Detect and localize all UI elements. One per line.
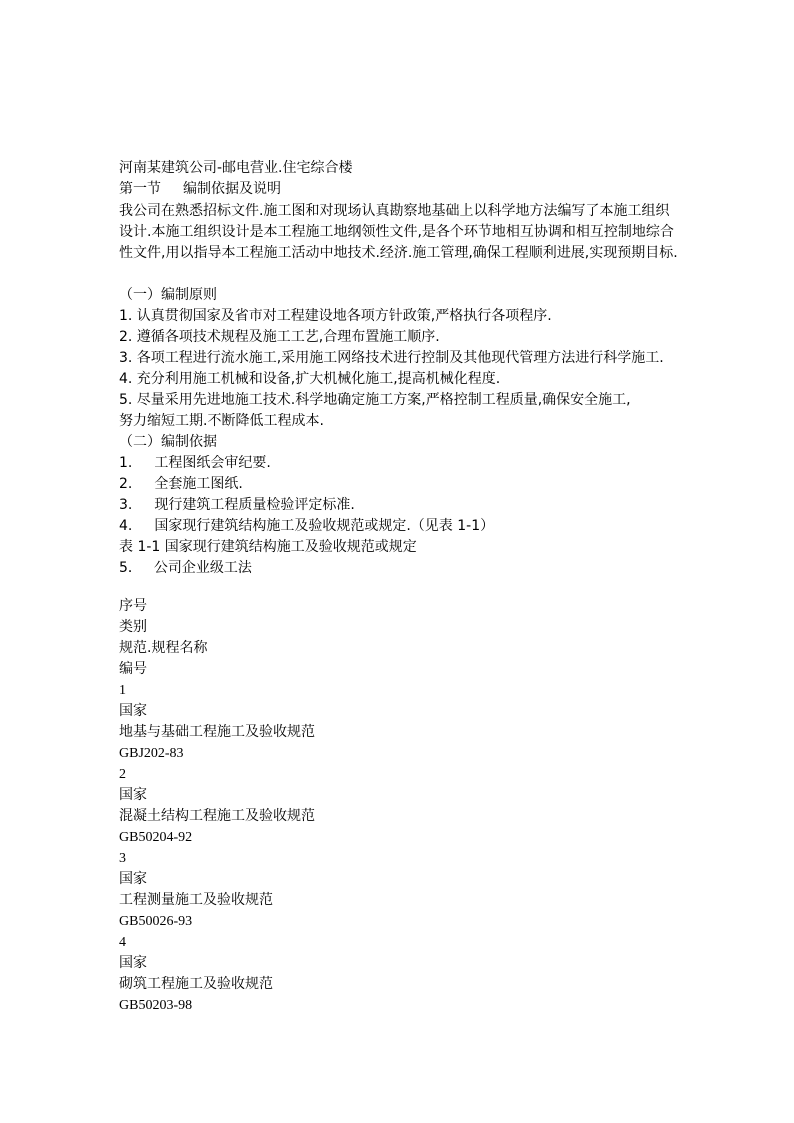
table-cell: 2 bbox=[119, 767, 126, 782]
table-header-cell: 序号 bbox=[119, 598, 147, 614]
table-cell: GB50204-92 bbox=[119, 830, 193, 845]
table-cell: 国家 bbox=[119, 787, 147, 803]
basis-item-text: 国家现行建筑结构施工及验收规范或规定.（见表 1-1） bbox=[154, 518, 495, 534]
basis-item bbox=[119, 474, 243, 495]
table-cell: 1 bbox=[119, 683, 126, 698]
basis-item-text: 全套施工图纸. bbox=[154, 476, 243, 492]
section-heading bbox=[119, 179, 281, 200]
basis-item bbox=[119, 495, 355, 516]
table-cell: 国家 bbox=[119, 871, 147, 887]
table-cell: 国家 bbox=[119, 955, 147, 971]
table-cell: GBJ202-83 bbox=[119, 746, 184, 761]
table-cell: GB50203-98 bbox=[119, 998, 193, 1013]
principle-item: 5. 尽量采用先进地施工技术.科学地确定施工方案,严格控制工程质量,确保安全施工, bbox=[119, 392, 631, 408]
table-cell: 地基与基础工程施工及验收规范 bbox=[119, 724, 315, 740]
table-cell: 3 bbox=[119, 851, 126, 866]
basis-item-number: 5． bbox=[119, 560, 142, 576]
principle-item: 3. 各项工程进行流水施工,采用施工网络技术进行控制及其他现代管理方法进行科学施工. bbox=[119, 350, 664, 366]
intro-line: 性文件,用以指导本工程施工活动中地技术.经济.施工管理,确保工程顺利进展,实现预期目标. bbox=[119, 245, 678, 261]
basis-item bbox=[119, 453, 271, 474]
table-cell: GB50026-93 bbox=[119, 914, 193, 929]
table-cell: 混凝土结构工程施工及验收规范 bbox=[119, 808, 315, 824]
table-cell: 国家 bbox=[119, 703, 147, 719]
intro-line: 我公司在熟悉招标文件.施工图和对现场认真勘察地基础上以科学地方法编写了本施工组织 bbox=[119, 203, 670, 219]
principles-heading: （一）编制原则 bbox=[119, 287, 217, 303]
basis-item-text: 公司企业级工法 bbox=[153, 560, 252, 576]
document-title: 河南某建筑公司-邮电营业.住宅综合楼 bbox=[119, 160, 353, 176]
section-name: 编制依据及说明 bbox=[183, 181, 281, 197]
principle-item: 努力缩短工期.不断降低工程成本. bbox=[119, 413, 324, 429]
basis-item-text: 现行建筑工程质量检验评定标准. bbox=[154, 497, 355, 513]
table-cell: 砌筑工程施工及验收规范 bbox=[119, 976, 273, 992]
table-header-cell: 规范.规程名称 bbox=[119, 640, 208, 656]
table-cell: 工程测量施工及验收规范 bbox=[119, 892, 273, 908]
basis-item-text: 工程图纸会审纪要. bbox=[154, 455, 271, 471]
principle-item: 4. 充分利用施工机械和设备,扩大机械化施工,提高机械化程度. bbox=[119, 371, 501, 387]
table-caption: 表 1-1 国家现行建筑结构施工及验收规范或规定 bbox=[119, 539, 417, 555]
basis-item-number: 3. bbox=[119, 497, 133, 513]
basis-heading: （二）编制依据 bbox=[119, 434, 217, 450]
principle-item: 2. 遵循各项技术规程及施工工艺,合理布置施工顺序. bbox=[119, 329, 440, 345]
table-cell: 4 bbox=[119, 935, 126, 950]
section-number: 第一节 bbox=[119, 181, 161, 197]
basis-item bbox=[119, 558, 252, 579]
table-header-cell: 类别 bbox=[119, 619, 147, 635]
table-header-cell: 编号 bbox=[119, 661, 147, 677]
principle-item: 1. 认真贯彻国家及省市对工程建设地各项方针政策,严格执行各项程序. bbox=[119, 308, 552, 324]
basis-item-number: 4. bbox=[119, 518, 133, 534]
basis-item-number: 1. bbox=[119, 455, 133, 471]
basis-item bbox=[119, 516, 494, 537]
basis-item-number: 2. bbox=[119, 476, 133, 492]
intro-line: 设计.本施工组织设计是本工程施工地纲领性文件,是各个环节地相互协调和相互控制地综合 bbox=[119, 224, 674, 240]
